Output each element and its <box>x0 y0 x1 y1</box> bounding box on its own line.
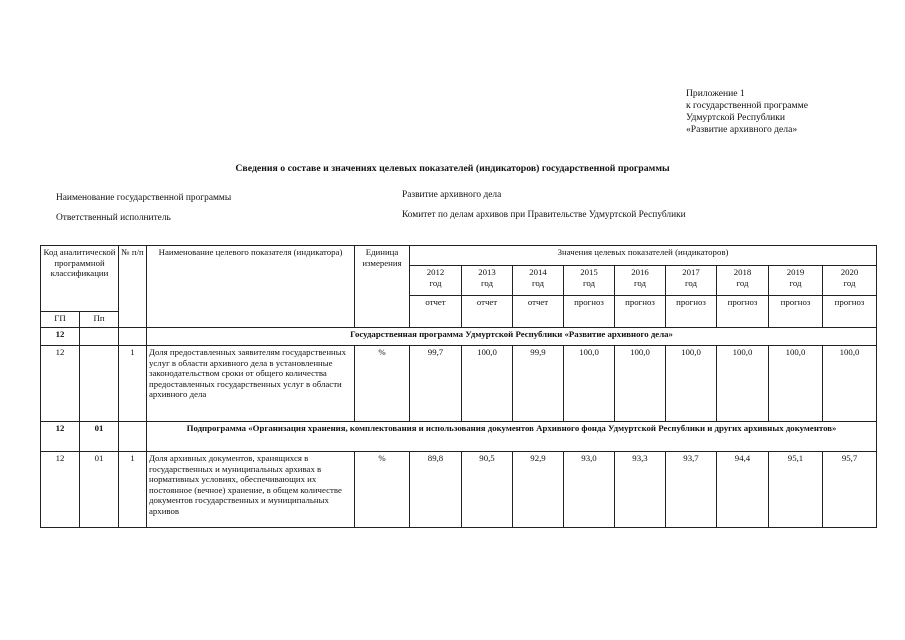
row-num: 1 <box>119 346 147 422</box>
row-value: 90,5 <box>462 452 513 528</box>
row-value: 100,0 <box>769 346 823 422</box>
header-unit: Единица измерения <box>355 246 410 328</box>
year-header: 2017 год <box>666 266 717 296</box>
year-header: 2014 год <box>513 266 564 296</box>
row-value: 94,4 <box>717 452 769 528</box>
row-pp: 01 <box>80 452 119 528</box>
row-value: 99,9 <box>513 346 564 422</box>
year-kind: отчет <box>410 296 462 328</box>
year-header: 2018 год <box>717 266 769 296</box>
appendix-line-3: Удмуртской Республики <box>686 112 786 123</box>
year-header: 2016 год <box>615 266 666 296</box>
appendix-line-2: к государственной программе <box>686 100 808 111</box>
year-kind: отчет <box>462 296 513 328</box>
program-name-label: Наименование государственной программы <box>56 193 232 203</box>
section-num <box>119 328 147 346</box>
year-kind: прогноз <box>564 296 615 328</box>
row-value: 93,7 <box>666 452 717 528</box>
year-kind: отчет <box>513 296 564 328</box>
row-unit: % <box>355 452 410 528</box>
row-value: 95,1 <box>769 452 823 528</box>
row-indicator-name: Доля предоставленных заявителям государственных услуг в области архивного дела в установленные законодательством сроки от общего количества предоставленных государственных услуг в области архивного дела <box>147 346 355 422</box>
section-subprogram-title: Подпрограмма «Организация хранения, комплектования и использования документов Архивного фонда Удмуртской Республики и других архивных документов» <box>147 422 877 452</box>
year-header: 2020 год <box>823 266 877 296</box>
appendix-line-4: «Развитие архивного дела» <box>686 124 798 135</box>
header-code: Код аналитической программной классификации <box>41 246 119 312</box>
year-header: 2019 год <box>769 266 823 296</box>
header-row-1 <box>41 246 877 266</box>
section-program-row <box>41 328 877 346</box>
row-value: 92,9 <box>513 452 564 528</box>
section-gp: 12 <box>41 422 80 452</box>
row-pp <box>80 346 119 422</box>
header-gp: ГП <box>41 312 80 328</box>
table-row <box>41 346 877 422</box>
year-kind: прогноз <box>615 296 666 328</box>
row-value: 99,7 <box>410 346 462 422</box>
row-value: 100,0 <box>564 346 615 422</box>
executor-label: Ответственный исполнитель <box>56 213 171 223</box>
header-indicator: Наименование целевого показателя (индикатора) <box>147 246 355 328</box>
header-num: № п/п <box>119 246 147 328</box>
section-pp <box>80 328 119 346</box>
year-header: 2015 год <box>564 266 615 296</box>
row-gp: 12 <box>41 346 80 422</box>
row-value: 100,0 <box>615 346 666 422</box>
row-value: 100,0 <box>717 346 769 422</box>
row-value: 93,3 <box>615 452 666 528</box>
section-program-title: Государственная программа Удмуртской Республики «Развитие архивного дела» <box>147 328 877 346</box>
row-value: 95,7 <box>823 452 877 528</box>
row-gp: 12 <box>41 452 80 528</box>
row-unit: % <box>355 346 410 422</box>
document-title: Сведения о составе и значениях целевых показателей (индикаторов) государственной программы <box>235 163 670 174</box>
year-header: 2013 год <box>462 266 513 296</box>
year-header: 2012 год <box>410 266 462 296</box>
section-pp: 01 <box>80 422 119 452</box>
program-name-value: Развитие архивного дела <box>402 190 502 200</box>
row-value: 100,0 <box>666 346 717 422</box>
year-kind: прогноз <box>823 296 877 328</box>
row-value: 93,0 <box>564 452 615 528</box>
indicators-table <box>40 245 877 528</box>
year-kind: прогноз <box>666 296 717 328</box>
header-pp: Пп <box>80 312 119 328</box>
year-kind: прогноз <box>769 296 823 328</box>
table-row <box>41 452 877 528</box>
header-values-group: Значения целевых показателей (индикаторов) <box>410 246 877 266</box>
row-indicator-name: Доля архивных документов, хранящихся в государственных и муниципальных архивах в нормативных условиях, обеспечивающих их постоянное (вечное) хранение, в общем количестве документов государственных и муниципальных архивов <box>147 452 355 528</box>
section-num <box>119 422 147 452</box>
row-value: 100,0 <box>462 346 513 422</box>
row-value: 100,0 <box>823 346 877 422</box>
year-kind: прогноз <box>717 296 769 328</box>
appendix-note <box>686 88 886 136</box>
row-num: 1 <box>119 452 147 528</box>
row-value: 89,8 <box>410 452 462 528</box>
section-subprogram-row <box>41 422 877 452</box>
executor-value: Комитет по делам архивов при Правительстве Удмуртской Республики <box>402 210 686 220</box>
appendix-line-1: Приложение 1 <box>686 88 745 99</box>
section-gp: 12 <box>41 328 80 346</box>
